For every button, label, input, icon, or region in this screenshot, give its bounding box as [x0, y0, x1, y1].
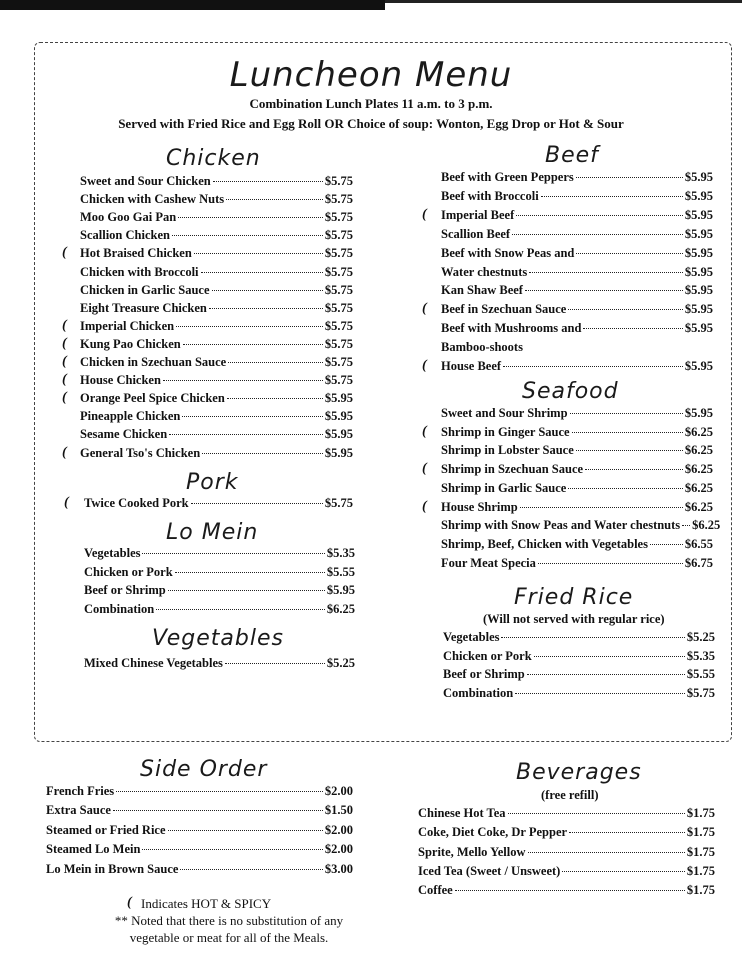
dot-leader: [585, 469, 683, 470]
friedrice-note: (Will not served with regular rice): [483, 612, 665, 626]
item-name: Scallion Beef: [441, 227, 511, 241]
item-price: $5.95: [684, 170, 713, 184]
item-price: $3.00: [324, 862, 353, 876]
item-name: Orange Peel Spice Chicken: [80, 391, 225, 405]
substitution-note-2: vegetable or meat for all of the Meals.: [129, 930, 329, 945]
dot-leader: [225, 663, 325, 664]
chicken-menu-item: [80, 192, 353, 210]
dot-leader: [572, 432, 683, 433]
dot-leader: [503, 366, 683, 367]
item-name: Shrimp in Lobster Sauce: [441, 443, 574, 457]
dot-leader: [541, 196, 683, 197]
item-price: $2.00: [324, 784, 353, 798]
beef-menu-item: [441, 227, 713, 245]
chicken-menu-item: [80, 355, 353, 373]
dot-leader: [113, 810, 323, 811]
item-name: Mixed Chinese Vegetables: [84, 656, 223, 670]
dot-leader: [529, 272, 683, 273]
dot-leader: [176, 326, 323, 327]
dot-leader: [202, 453, 323, 454]
item-price: $5.35: [686, 649, 715, 663]
chicken-menu-item: [80, 391, 353, 409]
item-price: $5.95: [324, 409, 353, 423]
item-price: $5.55: [326, 565, 355, 579]
item-name: Shrimp with Snow Peas and Water chestnuts: [441, 518, 681, 532]
item-name: Chinese Hot Tea: [418, 806, 506, 820]
item-name: Imperial Beef: [441, 208, 515, 222]
beef-menu-item: [441, 302, 713, 320]
dot-leader: [142, 849, 322, 850]
dot-leader: [512, 234, 683, 235]
pork-menu-item: [84, 496, 353, 514]
friedrice-menu-item: [443, 649, 715, 667]
dot-leader: [528, 852, 685, 853]
spicy-legend-icon: (: [127, 895, 132, 910]
substitution-note-1: ** Noted that there is no substitution of any: [114, 913, 344, 928]
pork-heading: Pork: [186, 470, 239, 495]
dot-leader: [576, 253, 683, 254]
chicken-menu-item: [80, 283, 353, 301]
item-name: Coke, Diet Coke, Dr Pepper: [418, 825, 568, 839]
item-price: $5.75: [324, 355, 353, 369]
item-price: $5.95: [684, 265, 713, 279]
seafood-menu-item: [441, 481, 713, 499]
item-price: $5.95: [324, 391, 353, 405]
dot-leader: [180, 869, 322, 870]
item-name: Shrimp in Garlic Sauce: [441, 481, 567, 495]
item-name: Bamboo-shoots: [441, 340, 523, 354]
item-name: Sprite, Mello Yellow: [418, 845, 526, 859]
dot-leader: [209, 308, 323, 309]
hot-spicy-icon: (: [422, 207, 427, 222]
dot-leader: [569, 832, 685, 833]
item-price: $6.25: [684, 500, 713, 514]
hot-spicy-icon: (: [62, 390, 67, 405]
dot-leader: [570, 413, 683, 414]
seafood-menu-item: [441, 556, 713, 574]
chicken-menu-item: [80, 301, 353, 319]
dot-leader: [568, 309, 683, 310]
item-name: Eight Treasure Chicken: [80, 301, 207, 315]
item-name: Shrimp in Szechuan Sauce: [441, 462, 584, 476]
item-name: Coffee: [418, 883, 453, 897]
item-price: $5.35: [326, 546, 355, 560]
item-price: $5.75: [324, 319, 353, 333]
dot-leader: [169, 434, 323, 435]
sideorder-menu-item: [46, 842, 353, 860]
item-name: Sesame Chicken: [80, 427, 168, 441]
item-name: Sweet and Sour Shrimp: [441, 406, 568, 420]
item-name: Sweet and Sour Chicken: [80, 174, 211, 188]
item-price: $5.95: [684, 189, 713, 203]
item-price: $1.75: [686, 883, 715, 897]
chicken-menu-item: [80, 446, 353, 464]
beef-heading: Beef: [545, 143, 599, 168]
item-name: House Shrimp: [441, 500, 518, 514]
item-name: General Tso's Chicken: [80, 446, 201, 460]
item-name: Beef with Snow Peas and: [441, 246, 575, 260]
dot-leader: [201, 272, 323, 273]
dot-leader: [182, 416, 323, 417]
sideorder-heading: Side Order: [140, 757, 268, 782]
item-price: $1.75: [686, 845, 715, 859]
item-name: House Beef: [441, 359, 502, 373]
dot-leader: [525, 290, 683, 291]
friedrice-menu-item: [443, 630, 715, 648]
dot-leader: [156, 609, 325, 610]
item-name: Pineapple Chicken: [80, 409, 181, 423]
item-name: House Chicken: [80, 373, 161, 387]
item-price: $5.25: [686, 630, 715, 644]
item-price: $6.25: [326, 602, 355, 616]
item-price: $5.75: [324, 192, 353, 206]
item-price: $5.75: [324, 210, 353, 224]
item-price: $5.95: [326, 583, 355, 597]
item-price: $5.75: [324, 228, 353, 242]
item-name: Beef with Green Peppers: [441, 170, 574, 184]
item-price: $5.75: [324, 373, 353, 387]
item-name: Scallion Chicken: [80, 228, 170, 242]
vegetables-heading: Vegetables: [152, 626, 284, 651]
sideorder-menu-item: [46, 862, 353, 880]
lomein-menu-item: [84, 583, 355, 601]
item-price: $5.75: [324, 337, 353, 351]
dot-leader: [650, 544, 683, 545]
item-name: Chicken or Pork: [443, 649, 532, 663]
beverages-menu-item: [418, 825, 715, 843]
dot-leader: [568, 488, 683, 489]
seafood-menu-item: [441, 500, 713, 518]
item-name: Iced Tea (Sweet / Unsweet): [418, 864, 561, 878]
hot-spicy-icon: (: [422, 461, 427, 476]
chicken-menu-item: [80, 246, 353, 264]
hot-spicy-icon: (: [62, 445, 67, 460]
item-price: $5.95: [684, 321, 713, 335]
item-name: Combination: [443, 686, 514, 700]
hot-spicy-icon: (: [62, 372, 67, 387]
chicken-menu-item: [80, 427, 353, 445]
sideorder-menu-item: [46, 803, 353, 821]
sideorder-menu-item: [46, 823, 353, 841]
lomein-heading: Lo Mein: [166, 520, 259, 545]
hot-spicy-icon: (: [422, 499, 427, 514]
item-name: Extra Sauce: [46, 803, 111, 817]
seafood-menu-item: [441, 462, 713, 480]
item-name: Chicken in Szechuan Sauce: [80, 355, 227, 369]
seafood-menu-item: [441, 406, 713, 424]
beef-menu-item: [441, 246, 713, 264]
item-name: Chicken with Broccoli: [80, 265, 199, 279]
item-price: $1.75: [686, 806, 715, 820]
friedrice-heading: Fried Rice: [514, 585, 634, 610]
hot-spicy-icon: (: [62, 245, 67, 260]
item-price: $5.95: [324, 446, 353, 460]
item-name: French Fries: [46, 784, 115, 798]
beverages-heading: Beverages: [516, 760, 642, 785]
hot-spicy-icon: (: [62, 336, 67, 351]
item-name: Four Meat Specia: [441, 556, 536, 570]
item-price: $5.55: [686, 667, 715, 681]
item-price: $5.25: [326, 656, 355, 670]
served-with-note: Served with Fried Rice and Egg Roll OR Choice of soup: Wonton, Egg Drop or Hot & Sour: [118, 116, 624, 131]
dot-leader: [455, 890, 685, 891]
hot-spicy-icon: (: [422, 424, 427, 439]
item-name: Shrimp, Beef, Chicken with Vegetables: [441, 537, 648, 551]
item-price: $5.95: [324, 427, 353, 441]
lomein-menu-item: [84, 602, 355, 620]
item-name: Beef with Mushrooms and: [441, 321, 582, 335]
dot-leader: [534, 656, 685, 657]
dot-leader: [213, 181, 323, 182]
item-price: $5.75: [324, 283, 353, 297]
item-name: Vegetables: [84, 546, 141, 560]
beef-menu-item: [441, 265, 713, 283]
scan-edge-line: [385, 0, 742, 3]
dot-leader: [227, 398, 323, 399]
scan-edge-bar: [0, 0, 385, 10]
item-price: $2.00: [324, 842, 353, 856]
dot-leader: [212, 290, 323, 291]
item-name: Steamed Lo Mein: [46, 842, 141, 856]
seafood-menu-item: [441, 443, 713, 461]
item-price: $5.75: [686, 686, 715, 700]
beef-menu-item: [441, 321, 713, 339]
item-price: $5.75: [324, 174, 353, 188]
dot-leader: [163, 380, 323, 381]
dot-leader: [501, 637, 684, 638]
item-price: $5.75: [324, 265, 353, 279]
dot-leader: [515, 693, 685, 694]
item-name: Water chestnuts: [441, 265, 528, 279]
beef-menu-item: [441, 208, 713, 226]
hot-spicy-icon: (: [422, 301, 427, 316]
item-price: $5.95: [684, 302, 713, 316]
item-price: $6.55: [684, 537, 713, 551]
dot-leader: [682, 525, 690, 526]
chicken-menu-item: [80, 265, 353, 283]
chicken-menu-item: [80, 337, 353, 355]
dot-leader: [168, 830, 323, 831]
dot-leader: [191, 503, 323, 504]
chicken-menu-item: [80, 319, 353, 337]
seafood-heading: Seafood: [522, 379, 619, 404]
beef-menu-item: [441, 283, 713, 301]
dot-leader: [583, 328, 682, 329]
dot-leader: [576, 177, 683, 178]
item-name: Chicken with Cashew Nuts: [80, 192, 225, 206]
seafood-menu-item: [441, 537, 713, 555]
beef-menu-item: [441, 170, 713, 188]
dot-leader: [516, 215, 683, 216]
dot-leader: [538, 563, 683, 564]
item-price: $5.95: [684, 246, 713, 260]
item-name: Beef with Broccoli: [441, 189, 539, 203]
item-name: Shrimp in Ginger Sauce: [441, 425, 570, 439]
item-price: $5.95: [684, 283, 713, 297]
dot-leader: [172, 235, 323, 236]
chicken-menu-item: [80, 409, 353, 427]
beverages-menu-item: [418, 806, 715, 824]
item-name: Moo Goo Gai Pan: [80, 210, 177, 224]
item-price: $5.75: [324, 301, 353, 315]
item-price: $5.75: [324, 496, 353, 510]
dot-leader: [142, 553, 324, 554]
seafood-menu-item: [441, 425, 713, 443]
item-name: Lo Mein in Brown Sauce: [46, 862, 179, 876]
item-price: $5.95: [684, 208, 713, 222]
item-name: Hot Braised Chicken: [80, 246, 192, 260]
vegetables-menu-item: [84, 656, 355, 674]
item-price: $5.95: [684, 359, 713, 373]
seafood-menu-item: [441, 518, 721, 536]
item-name: Twice Cooked Pork: [84, 496, 189, 510]
item-price: $2.00: [324, 823, 353, 837]
chicken-menu-item: [80, 228, 353, 246]
item-name: Chicken or Pork: [84, 565, 173, 579]
beverages-menu-item: [418, 864, 715, 882]
dot-leader: [527, 674, 685, 675]
dot-leader: [168, 590, 325, 591]
beverages-menu-item: [418, 845, 715, 863]
dot-leader: [562, 871, 685, 872]
chicken-heading: Chicken: [166, 146, 261, 171]
friedrice-menu-item: [443, 686, 715, 704]
beef-menu-item: [441, 359, 713, 377]
item-price: $1.75: [686, 864, 715, 878]
dot-leader: [576, 450, 683, 451]
item-price: $6.75: [684, 556, 713, 570]
item-name: Beef in Szechuan Sauce: [441, 302, 567, 316]
item-price: $1.50: [324, 803, 353, 817]
item-name: Steamed or Fried Rice: [46, 823, 166, 837]
item-name: Beef or Shrimp: [443, 667, 525, 681]
item-price: $1.75: [686, 825, 715, 839]
item-price: $5.95: [684, 227, 713, 241]
dot-leader: [178, 217, 323, 218]
item-name: Kung Pao Chicken: [80, 337, 181, 351]
chicken-menu-item: [80, 373, 353, 391]
lomein-menu-item: [84, 546, 355, 564]
item-price: $5.95: [684, 406, 713, 420]
chicken-menu-item: [80, 174, 353, 192]
dot-leader: [194, 253, 323, 254]
item-name: Chicken in Garlic Sauce: [80, 283, 210, 297]
item-name: Beef or Shrimp: [84, 583, 166, 597]
hot-spicy-icon: (: [422, 358, 427, 373]
dot-leader: [508, 813, 685, 814]
chicken-menu-item: [80, 210, 353, 228]
item-price: $6.25: [684, 443, 713, 457]
spicy-legend-text: Indicates HOT & SPICY: [141, 896, 272, 911]
item-name: Vegetables: [443, 630, 500, 644]
item-name: Kan Shaw Beef: [441, 283, 523, 297]
dot-leader: [116, 791, 323, 792]
beverages-note: (free refill): [541, 788, 599, 802]
item-price: $6.25: [684, 481, 713, 495]
item-price: $6.25: [692, 518, 721, 532]
hot-spicy-icon: (: [62, 354, 67, 369]
dot-leader: [520, 507, 683, 508]
dot-leader: [226, 199, 323, 200]
lomein-menu-item: [84, 565, 355, 583]
dot-leader: [228, 362, 323, 363]
item-price: $5.75: [324, 246, 353, 260]
dot-leader: [183, 344, 323, 345]
friedrice-menu-item: [443, 667, 715, 685]
beef-menu-item: [441, 189, 713, 207]
item-name: Combination: [84, 602, 155, 616]
item-price: $6.25: [684, 425, 713, 439]
beverages-menu-item: [418, 883, 715, 901]
beef-menu-item: [441, 340, 713, 358]
item-name: Imperial Chicken: [80, 319, 175, 333]
dot-leader: [175, 572, 325, 573]
hot-spicy-icon: (: [62, 318, 67, 333]
sideorder-menu-item: [46, 784, 353, 802]
page-title: Luncheon Menu: [229, 55, 513, 95]
hot-spicy-icon: (: [64, 495, 69, 510]
lunch-hours: Combination Lunch Plates 11 a.m. to 3 p.m.: [249, 96, 493, 111]
item-price: $6.25: [684, 462, 713, 476]
